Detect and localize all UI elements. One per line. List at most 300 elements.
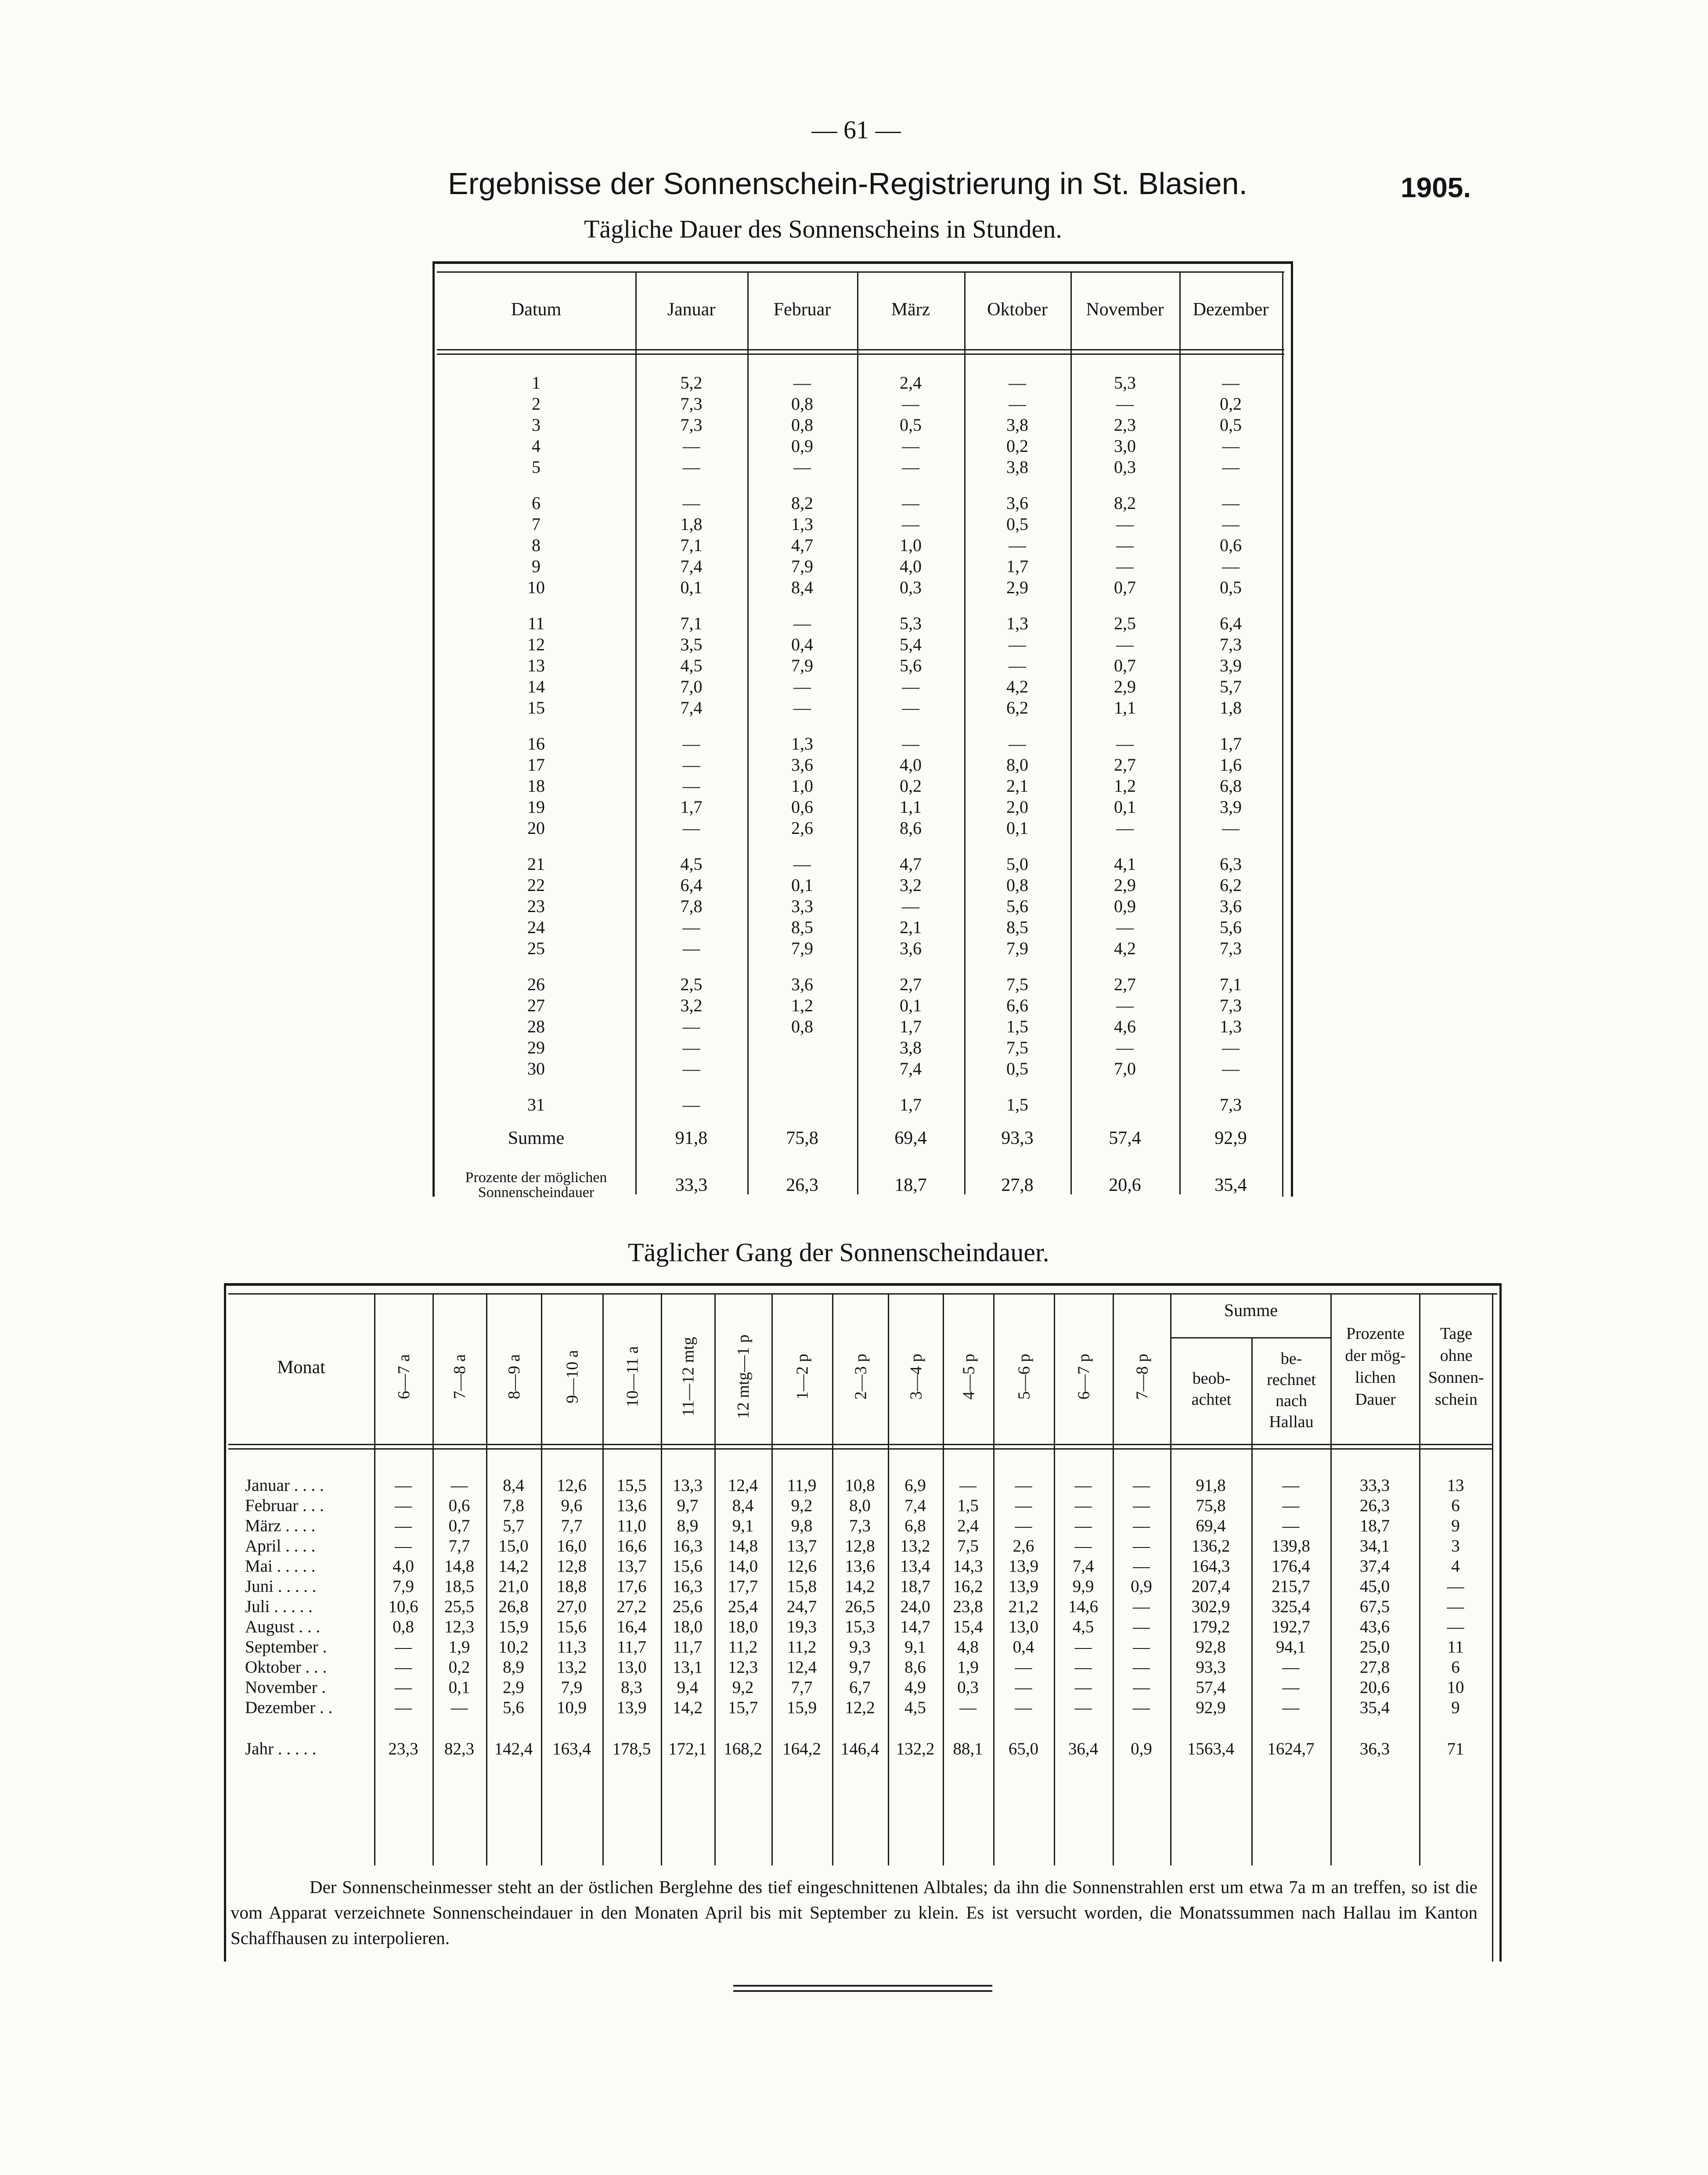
hour-header (833, 1317, 888, 1436)
value-cell: 18,0 (728, 1617, 758, 1636)
header-datum: Datum (511, 299, 562, 320)
total-cell: 132,2 (896, 1739, 935, 1758)
value-cell: 11,7 (673, 1638, 703, 1656)
value-cell: — (1133, 1537, 1150, 1555)
value-cell: — (793, 373, 811, 393)
value-cell: 14,8 (728, 1537, 758, 1555)
value-cell: 1,7 (900, 1017, 922, 1036)
day-cell: 14 (527, 677, 545, 696)
total-cell: 163,4 (552, 1739, 591, 1758)
month-cell: Dezember . . (245, 1698, 333, 1717)
table-row (437, 775, 1282, 797)
value-cell: 15,3 (845, 1617, 875, 1636)
value-cell: 14,0 (728, 1557, 758, 1576)
day-cell: 19 (527, 797, 545, 817)
table-row (228, 1536, 1492, 1556)
value-cell: 4,5 (904, 1698, 926, 1717)
percent-cell: 20,6 (1109, 1175, 1141, 1195)
month-cell: Januar . . . . (245, 1476, 324, 1495)
month-cell: Mai . . . . . (245, 1557, 316, 1576)
value-cell: — (682, 457, 700, 477)
value-cell: 9,6 (561, 1496, 583, 1515)
value-cell: 3,8 (1006, 415, 1028, 435)
value-cell: — (793, 698, 811, 718)
value-cell: 12,8 (556, 1557, 587, 1576)
value-cell: — (1222, 457, 1240, 477)
value-cell: 13,7 (616, 1557, 647, 1576)
day-cell: 9 (532, 556, 541, 576)
page-number: — 61 — (811, 115, 901, 144)
hour-header-label: 12 mtg—1 p (734, 1334, 753, 1419)
value-cell: 14,3 (953, 1557, 983, 1576)
hour-header-label: 4—5 p (959, 1353, 978, 1400)
day-cell: 6 (532, 493, 541, 513)
row-spacer (437, 718, 1282, 733)
total-cell: 36,4 (1068, 1739, 1099, 1758)
header-berechnet: be- rechnet nach Hallau (1267, 1349, 1316, 1431)
value-cell: 7,5 (957, 1537, 979, 1555)
value-cell: 2,9 (503, 1678, 524, 1697)
day-cell: 8 (532, 535, 541, 555)
header-januar: Januar (667, 299, 716, 320)
total-cell: 168,2 (724, 1739, 762, 1758)
total-cell: 23,3 (388, 1739, 418, 1758)
value-cell: 302,9 (1191, 1597, 1230, 1616)
hour-header-label: 1—2 p (793, 1353, 812, 1400)
hour-header-label: 8—9 a (505, 1354, 523, 1400)
value-cell: 4,8 (957, 1638, 979, 1656)
value-cell: 6,7 (849, 1678, 871, 1697)
value-cell: 9,3 (849, 1638, 871, 1656)
value-cell: — (1116, 635, 1134, 654)
value-cell: — (1222, 493, 1240, 513)
value-cell: 16,3 (672, 1577, 703, 1596)
value-cell: 0,8 (791, 394, 813, 414)
value-cell: — (1133, 1496, 1150, 1515)
table-row (437, 917, 1282, 938)
hour-header (604, 1317, 661, 1436)
value-cell: 8,6 (900, 818, 922, 838)
value-cell: 8,9 (503, 1658, 524, 1677)
value-cell: 7,9 (561, 1678, 583, 1697)
value-cell: 4,5 (680, 854, 703, 874)
table-row (228, 1657, 1492, 1677)
value-cell: 3,6 (1006, 493, 1028, 513)
value-cell: 26,3 (1359, 1496, 1390, 1515)
value-cell: 11,2 (787, 1638, 817, 1656)
percent-label (437, 1161, 635, 1209)
end-rule-bottom (733, 1990, 992, 1992)
value-cell: 7,0 (1114, 1059, 1136, 1078)
value-cell: 13 (1447, 1476, 1464, 1495)
value-cell: 35,4 (1359, 1698, 1390, 1717)
value-cell (747, 1094, 857, 1115)
table-row (437, 995, 1282, 1016)
value-cell: — (902, 514, 919, 534)
value-cell: — (450, 1698, 468, 1717)
value-cell: 2,1 (900, 917, 922, 937)
table-row (437, 938, 1282, 959)
total-cell: 88,1 (953, 1739, 983, 1758)
value-cell: 7,4 (680, 556, 703, 576)
value-cell: 12,4 (786, 1658, 817, 1677)
value-cell: 92,8 (1196, 1638, 1226, 1656)
value-cell: 176,4 (1272, 1557, 1310, 1576)
table-row (228, 1597, 1492, 1617)
value-cell: 7,1 (680, 613, 703, 633)
value-cell: — (1133, 1557, 1150, 1576)
value-cell: — (1133, 1658, 1150, 1677)
value-cell: 37,4 (1359, 1557, 1390, 1576)
value-cell: 5,3 (900, 613, 922, 633)
value-cell: — (1015, 1476, 1032, 1495)
percent-cell: 26,3 (786, 1175, 818, 1195)
value-cell: 3,3 (791, 896, 813, 916)
value-cell: 12,2 (845, 1698, 875, 1717)
value-cell: — (1009, 535, 1026, 555)
table-row (437, 393, 1282, 415)
value-cell: 7,3 (1220, 635, 1242, 654)
value-cell: 91,8 (1196, 1476, 1226, 1495)
value-cell: 4,0 (393, 1557, 414, 1576)
value-cell: — (682, 938, 700, 958)
value-cell: — (1282, 1516, 1300, 1535)
value-cell: 7,4 (1072, 1557, 1094, 1576)
hour-header-label: 7—8 p (1133, 1353, 1151, 1400)
table-row (437, 1058, 1282, 1079)
value-cell: — (1282, 1476, 1300, 1495)
value-cell: 20,6 (1359, 1678, 1390, 1697)
value-cell: 21,2 (1008, 1597, 1039, 1616)
value-cell: 6,4 (680, 875, 703, 895)
value-cell: — (682, 1017, 700, 1036)
row-spacer (437, 478, 1282, 493)
value-cell: — (793, 457, 811, 477)
value-cell: 45,0 (1359, 1577, 1390, 1596)
value-cell: 18,7 (1359, 1516, 1390, 1535)
percent-cell: 35,4 (1214, 1175, 1247, 1195)
table-row (228, 1576, 1492, 1597)
value-cell: 0,2 (1006, 436, 1028, 456)
sum-cell: 91,8 (675, 1128, 708, 1148)
row-spacer (437, 1079, 1282, 1094)
day-cell: 28 (527, 1017, 545, 1036)
value-cell: — (793, 613, 811, 633)
table-row (228, 1677, 1492, 1698)
value-cell: 8,4 (791, 577, 813, 597)
value-cell: 7,5 (1006, 1038, 1028, 1057)
value-cell: 8,6 (904, 1658, 926, 1677)
value-cell: 13,2 (556, 1658, 587, 1677)
value-cell: 7,4 (904, 1496, 926, 1515)
value-cell: — (1447, 1577, 1464, 1596)
value-cell: — (1074, 1537, 1092, 1555)
value-cell: 1,3 (791, 734, 813, 754)
day-cell: 29 (527, 1038, 545, 1057)
value-cell: — (1222, 436, 1240, 456)
value-cell: 7,1 (1220, 974, 1242, 994)
day-cell: 17 (527, 755, 545, 775)
value-cell: 1,8 (680, 514, 703, 534)
value-cell: 3,9 (1220, 656, 1242, 675)
day-cell: 15 (527, 698, 545, 718)
table-row (228, 1698, 1492, 1718)
table1-header (437, 272, 1282, 347)
value-cell: — (395, 1678, 412, 1697)
hour-header-label: 5—6 p (1015, 1353, 1034, 1400)
value-cell: 14,8 (444, 1557, 475, 1576)
value-cell: 0,3 (1114, 457, 1136, 477)
percent-label-line1: Prozente der möglichen (465, 1169, 607, 1186)
header-beobachtet: beob- achtet (1191, 1369, 1232, 1409)
value-cell: — (1074, 1496, 1092, 1515)
value-cell: 3,6 (791, 974, 813, 994)
value-cell: 15,6 (672, 1557, 703, 1576)
day-cell: 22 (527, 875, 545, 895)
day-cell: 5 (532, 457, 541, 477)
value-cell: — (1222, 1059, 1240, 1078)
value-cell: 1,2 (791, 996, 813, 1015)
value-cell: 7,5 (1006, 974, 1028, 994)
value-cell: — (902, 493, 919, 513)
value-cell: 13,6 (845, 1557, 875, 1576)
value-cell (747, 1058, 857, 1079)
hour-header-label: 3—4 p (907, 1353, 925, 1400)
value-cell: 0,8 (393, 1617, 414, 1636)
value-cell: 5,2 (680, 373, 703, 393)
month-cell: Juni . . . . . (245, 1577, 317, 1596)
table-row (437, 1037, 1282, 1058)
value-cell: 27,8 (1359, 1658, 1390, 1677)
value-cell: 7,0 (680, 677, 703, 696)
table-row (228, 1637, 1492, 1657)
value-cell: — (1015, 1496, 1032, 1515)
header-tage: Tage ohne Sonnen- schein (1428, 1324, 1484, 1409)
value-cell: 7,9 (791, 656, 813, 675)
value-cell: 4,7 (900, 854, 922, 874)
table-row (437, 655, 1282, 676)
value-cell: 0,1 (791, 875, 813, 895)
table-row (437, 754, 1282, 775)
total-cell: 142,4 (494, 1739, 533, 1758)
total-cell: 82,3 (444, 1739, 475, 1758)
value-cell: 1,3 (1006, 613, 1028, 633)
value-cell: 207,4 (1191, 1577, 1230, 1596)
value-cell: 4,5 (680, 656, 703, 675)
value-cell: 75,8 (1196, 1496, 1226, 1515)
value-cell: 215,7 (1272, 1577, 1310, 1596)
value-cell: — (1009, 635, 1026, 654)
value-cell: 8,0 (1006, 755, 1028, 775)
month-cell: Februar . . . (245, 1496, 324, 1515)
page-title: Ergebnisse der Sonnenschein-Registrierung in St. Blasien. (448, 166, 1248, 201)
day-cell: 23 (527, 896, 545, 916)
value-cell: 0,5 (1220, 415, 1242, 435)
value-cell: 15,9 (786, 1698, 817, 1717)
year-label: 1905. (1401, 172, 1471, 203)
day-cell: 16 (527, 734, 545, 754)
sum-cell: 92,9 (1214, 1128, 1247, 1148)
value-cell: 4,0 (900, 556, 922, 576)
value-cell: 0,1 (680, 577, 703, 597)
total-cell: 71 (1447, 1739, 1464, 1758)
value-cell: 92,9 (1196, 1698, 1226, 1717)
value-cell: 3,5 (680, 635, 703, 654)
value-cell: — (1133, 1638, 1150, 1656)
value-cell: — (902, 677, 919, 696)
value-cell: — (1116, 535, 1134, 555)
header-prozente: Prozente der mög- lichen Dauer (1345, 1324, 1406, 1409)
percent-cell: 27,8 (1001, 1175, 1034, 1195)
value-cell: — (902, 394, 919, 414)
value-cell: 10,9 (556, 1698, 587, 1717)
value-cell: — (395, 1476, 412, 1495)
value-cell: — (682, 1038, 700, 1057)
value-cell: — (1116, 514, 1134, 534)
table-row (437, 457, 1282, 478)
value-cell: 3,8 (900, 1038, 922, 1057)
value-cell: 1,0 (791, 776, 813, 796)
table-row (437, 974, 1282, 995)
hour-header (995, 1317, 1054, 1436)
value-cell: 5,0 (1006, 854, 1028, 874)
value-cell: 6,2 (1220, 875, 1242, 895)
value-cell: 4,6 (1114, 1017, 1136, 1036)
month-cell: August . . . (245, 1617, 321, 1636)
value-cell: — (1009, 394, 1026, 414)
total-cell: 65,0 (1008, 1739, 1039, 1758)
row-spacer (437, 959, 1282, 974)
value-cell: 4,9 (904, 1678, 926, 1697)
value-cell: 1,7 (1220, 734, 1242, 754)
value-cell: 7,3 (849, 1516, 871, 1535)
value-cell: — (1133, 1678, 1150, 1697)
table-row (437, 436, 1282, 457)
value-cell: — (1074, 1476, 1092, 1495)
hour-header (1114, 1317, 1170, 1436)
value-cell: 33,3 (1359, 1476, 1390, 1495)
value-cell: 14,2 (498, 1557, 529, 1576)
value-cell: 17,7 (728, 1577, 758, 1596)
value-cell: 5,7 (503, 1516, 524, 1535)
hour-header-label: 11—12 mtg (679, 1337, 698, 1417)
hour-header (434, 1317, 486, 1436)
value-cell: — (1447, 1597, 1464, 1616)
value-cell: 5,3 (1114, 373, 1136, 393)
value-cell: — (1074, 1638, 1092, 1656)
value-cell: 14,6 (1068, 1597, 1099, 1616)
value-cell: — (902, 896, 919, 916)
value-cell: 8,2 (1114, 493, 1136, 513)
value-cell: — (1133, 1476, 1150, 1495)
day-cell: 21 (527, 854, 545, 874)
value-cell: 4,1 (1114, 854, 1136, 874)
value-cell: — (1282, 1496, 1300, 1515)
total-cell: 178,5 (612, 1739, 651, 1758)
value-cell: 7,3 (680, 415, 703, 435)
value-cell: 1,1 (1114, 698, 1136, 718)
value-cell: 1,9 (957, 1658, 979, 1677)
value-cell: 11,7 (617, 1638, 646, 1656)
value-cell: 12,3 (444, 1617, 475, 1636)
value-cell: 27,2 (616, 1597, 647, 1616)
value-cell: 34,1 (1359, 1537, 1390, 1555)
value-cell: 13,3 (672, 1476, 703, 1495)
month-cell: November . (245, 1678, 326, 1697)
value-cell: 23,8 (953, 1597, 983, 1616)
value-cell: 8,2 (791, 493, 813, 513)
value-cell: 21,0 (498, 1577, 529, 1596)
value-cell: 9,4 (677, 1678, 699, 1697)
value-cell: 2,5 (1114, 613, 1136, 633)
value-cell: 192,7 (1272, 1617, 1310, 1636)
value-cell: 7,9 (393, 1577, 414, 1596)
value-cell: 15,8 (786, 1577, 817, 1596)
percent-cell: 33,3 (675, 1175, 708, 1195)
value-cell: 1,7 (680, 797, 703, 817)
value-cell: 18,7 (900, 1577, 930, 1596)
value-cell: 1,7 (1006, 556, 1028, 576)
table1-subtitle: Tägliche Dauer des Sonnenscheins in Stunden. (584, 215, 1062, 243)
value-cell: — (1116, 917, 1134, 937)
value-cell: 16,3 (672, 1537, 703, 1555)
value-cell: — (682, 776, 700, 796)
value-cell: 4,7 (791, 535, 813, 555)
value-cell: 3,2 (680, 996, 703, 1015)
table-row (437, 634, 1282, 655)
value-cell: — (1222, 818, 1240, 838)
value-cell: 94,1 (1276, 1638, 1306, 1656)
value-cell: 3,8 (1006, 457, 1028, 477)
header-februar: Februar (773, 299, 831, 320)
value-cell: 16,6 (616, 1537, 647, 1555)
value-cell: 7,3 (1220, 1095, 1242, 1115)
hour-header-label: 2—3 p (851, 1353, 870, 1400)
value-cell: 9,8 (791, 1516, 813, 1535)
value-cell: 2,9 (1114, 677, 1136, 696)
value-cell: 0,9 (1114, 896, 1136, 916)
row-spacer (228, 1718, 1492, 1739)
value-cell: 8,5 (791, 917, 813, 937)
value-cell: 8,3 (621, 1678, 642, 1697)
table-row (437, 854, 1282, 875)
value-cell: 0,2 (1220, 394, 1242, 414)
value-cell: 17,6 (616, 1577, 647, 1596)
value-cell: 0,3 (957, 1678, 979, 1697)
value-cell: 12,4 (728, 1476, 758, 1495)
value-cell: 24,7 (786, 1597, 817, 1616)
month-cell: April . . . . (245, 1537, 316, 1555)
value-cell: 9,2 (791, 1496, 813, 1515)
value-cell: 19,3 (786, 1617, 817, 1636)
value-cell: — (1116, 818, 1134, 838)
table-row (437, 896, 1282, 917)
value-cell: — (682, 917, 700, 937)
value-cell: 3,9 (1220, 797, 1242, 817)
value-cell: 25,0 (1359, 1638, 1390, 1656)
value-cell: 69,4 (1196, 1516, 1226, 1535)
table-row (228, 1556, 1492, 1576)
value-cell: 0,2 (900, 776, 922, 796)
value-cell: 9 (1451, 1516, 1460, 1535)
value-cell: — (1116, 996, 1134, 1015)
value-cell: 1,3 (791, 514, 813, 534)
value-cell: — (1133, 1617, 1150, 1636)
value-cell: 0,8 (791, 1017, 813, 1036)
value-cell: 0,1 (1114, 797, 1136, 817)
value-cell: 0,7 (1114, 656, 1136, 675)
value-cell: — (395, 1496, 412, 1515)
